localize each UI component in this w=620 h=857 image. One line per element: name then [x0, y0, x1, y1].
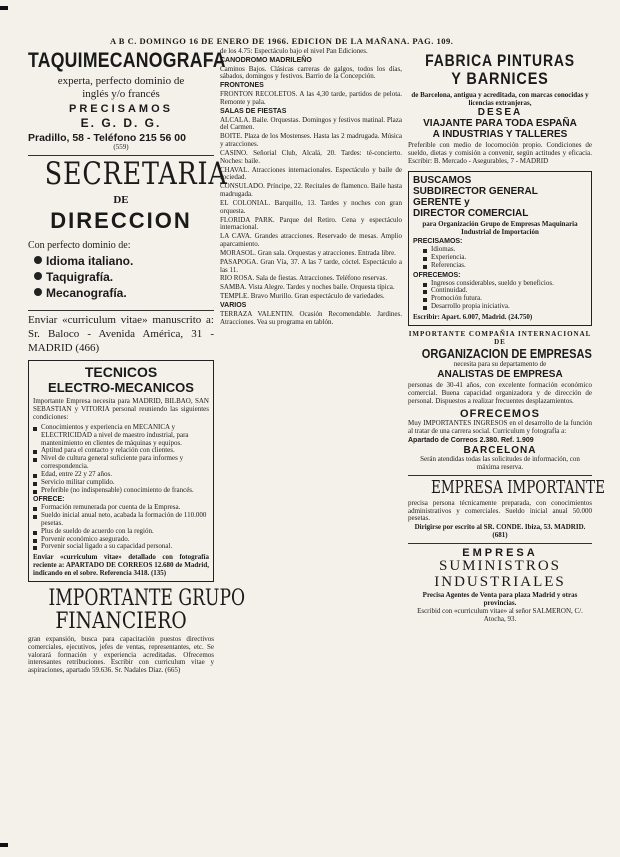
list-item: Porvenir social ligado a su capacidad personal. — [33, 543, 209, 551]
ad-body: Muy IMPORTANTES INGRESOS en el desarrollo de la función al tratar de una carrera social. Curriculum y fotografía a: — [408, 418, 592, 435]
ad-body: gran expansión, busca para capacitación puestos directivos comerciales, ejecutivos, jefes de ventas, representantes, etc. Se valorará formación y experiencia acreditadas. Ofrecemos interesantes retribuciones. Escribir con curriculum vitae y aspiraciones, apartado 59.636. Sr. Nadales Díaz. (665) — [28, 634, 214, 675]
bullet-icon — [33, 531, 37, 535]
list-item: Ingresos considerables, sueldo y beneficios. — [423, 280, 587, 288]
listing-paragraph: MORASOL. Gran sala. Orquestas y atracciones. Entrada libre. — [220, 248, 396, 257]
listing-paragraph: FLORIDA PARK. Parque del Retiro. Cena y espectáculo internacional. — [220, 215, 402, 232]
ad-body: para Organización Grupo de Empresas Maquinaria Industrial de Importación — [422, 219, 578, 236]
section-heading: VARIOS — [220, 301, 247, 309]
registration-mark — [0, 843, 8, 847]
ad-title: ELECTRO-MECANICOS — [48, 380, 194, 396]
bullet-icon — [423, 290, 427, 294]
ad-footer: Serán atendidas todas las solicitudes de información, con máxima reserva. — [420, 455, 580, 472]
listing-paragraph: CONSULADO. Príncipe, 22. Recitales de flamenco. Baile hasta madrugada. — [220, 182, 402, 199]
ad-footer: Enviar «curriculum vitae» detallado con fotografía reciente a: APARTADO DE CORREOS 12.680 de Madrid, indicando en el sobre. Referencia 3418. (135) — [33, 553, 209, 577]
bullet-icon — [33, 546, 37, 550]
ad-heading: OFRECEMOS — [460, 407, 540, 420]
bullet-icon — [423, 257, 427, 261]
bullet-icon — [423, 306, 427, 310]
list-item: Porvenir económico asegurado. — [33, 536, 209, 544]
section-heading: SALAS DE FIESTAS — [220, 107, 287, 115]
listing-paragraph: de los 4.75: Espectáculo bajo el nivel Pan Ediciones. — [220, 47, 368, 55]
page-header: A B C. DOMINGO 16 DE ENERO DE 1966. EDICION DE LA MAÑANA. PAG. 109. — [110, 36, 454, 46]
divider — [408, 475, 592, 476]
bullet-icon — [33, 458, 37, 462]
ad-address: Pradillo, 58 - Teléfono 215 56 00 — [28, 132, 186, 145]
list-item: Edad, entre 22 y 27 años. — [33, 471, 209, 479]
ad-list — [28, 254, 214, 300]
bullet-icon — [34, 288, 42, 296]
ad-heading: DESEA — [477, 107, 523, 119]
bullet-icon — [423, 298, 427, 302]
ad-title: GERENTE y — [413, 196, 470, 208]
listing-paragraph: EL COLONIAL. Barquillo, 13. Tardes y noches con gran orquesta. — [220, 198, 402, 215]
list-item: Continuidad. — [423, 287, 587, 295]
list-item: Idiomas. — [423, 246, 587, 254]
ad-heading: OFRECEMOS: — [413, 271, 461, 279]
list-item: Preferible (no indispensable) conocimiento de francés. — [33, 487, 209, 495]
ad-address: Apartado de Correos 2.380. Ref. 1.909 — [408, 437, 534, 445]
ad-title: Y BARNICES — [451, 68, 549, 88]
ad-title: EMPRESA IMPORTANTE — [431, 476, 605, 498]
ad-title: TECNICOS — [84, 364, 158, 381]
ad-sub: necesita para su departamento de — [453, 360, 547, 369]
ad-grupo-financiero — [28, 585, 246, 675]
listing-paragraph: SAMBA. Vista Alegre. Tardes y noches baile. Orquesta típica. — [220, 283, 395, 292]
ad-title: DE — [113, 194, 129, 207]
ad-title: SUBDIRECTOR GENERAL — [413, 185, 538, 197]
ad-tecnicos — [28, 360, 214, 581]
listing-paragraph: RIO ROSA. Sala de fiestas. Atracciones. Teléfono reservas. — [220, 274, 388, 283]
ad-intro: Con perfecto dominio de: — [28, 240, 131, 252]
list-item: Idioma italiano. — [34, 254, 214, 268]
ad-reference: E. G. D. G. — [80, 116, 162, 131]
ad-title: FABRICA PINTURAS — [425, 51, 575, 70]
ad-body: Precisa Agentes de Venta para plaza Madrid y otras provincias. — [422, 591, 578, 608]
bullet-icon — [423, 265, 427, 269]
ad-title: SECRETARIA — [44, 156, 228, 193]
bullet-icon — [34, 256, 42, 264]
ad-footer: Enviar «curriculum vitae» manuscrito a: Sr. Baloco - Avenida América, 31 - MADRID (466) — [28, 314, 214, 354]
section-heading: CANODROMO MADRILEÑO — [220, 56, 312, 64]
ad-body: Preferible con medio de locomoción propio. Condiciones de sueldo, dietas y comisión a convenir, según actitudes y eficacia. Escribir: B. Mercado - Asegurables, 7 - MADRID — [408, 141, 592, 165]
ad-buscamos — [408, 171, 592, 326]
ad-suministros-industriales — [408, 547, 592, 624]
ad-footer: Escribir: Apart. 6.007, Madrid. (24.750) — [413, 312, 533, 321]
ad-title: VIAJANTE PARA TODA ESPAÑA — [423, 118, 577, 130]
listing-paragraph: CHAVAL. Atracciones internacionales. Espectáculo y baile de sociedad. — [220, 165, 402, 182]
bullet-icon — [33, 515, 37, 519]
divider — [408, 543, 592, 544]
ad-empresa-importante — [408, 476, 605, 540]
ad-title: TAQUIMECANOGRAFA — [28, 49, 226, 72]
listing-paragraph: ALCALA. Baile. Orquestas. Domingos y festivos matinal. Plaza del Carmen. — [220, 115, 402, 132]
ad-organizacion-empresas — [408, 331, 592, 472]
bullet-icon — [33, 490, 37, 494]
ad-title: FINANCIERO — [55, 608, 187, 634]
ad-footer: Escribid con «curriculum vitae» al señor SALMERON, C/. Atocha, 93. — [417, 607, 583, 623]
middle-column-listings — [220, 48, 402, 849]
ad-title: INDUSTRIALES — [434, 573, 566, 590]
ad-title: A INDUSTRIAS Y TALLERES — [432, 129, 568, 141]
ad-title: DIRECTOR COMERCIAL — [413, 207, 529, 219]
requirements-list — [33, 424, 209, 494]
listing-paragraph: PASAPOGA. Gran Vía, 37. A las 7 tarde, cóctel. Espectáculo a las 11. — [220, 257, 402, 274]
registration-mark — [0, 6, 8, 10]
list-item: Sueldo inicial anual neto, acabada la formación de 110.000 pesetas. — [33, 512, 209, 528]
listing-paragraph: FRONTON RECOLETOS. A las 4,30 tarde, partidos de pelota. Remonte y pala. — [220, 90, 402, 106]
ad-secretaria — [28, 156, 228, 355]
ad-title: IMPORTANTE GRUPO — [48, 585, 246, 611]
listing-paragraph: TEMPLE. Bravo Murillo. Gran espectáculo de variedades. — [220, 292, 385, 301]
listing-paragraph: Caminos Bajos. Clásicas carreras de galgos, todos los días, sábados, domingos y festivos. Barrio de la Concepción. — [220, 64, 402, 81]
list-item: Taquigrafía. — [34, 270, 214, 284]
list-item: Promoción futura. — [423, 295, 587, 303]
list-item: Desarrollo propia iniciativa. — [423, 303, 587, 311]
ad-title: ORGANIZACION DE EMPRESAS — [421, 346, 592, 362]
list-item: Experiencia. — [423, 254, 587, 262]
bullet-icon — [423, 283, 427, 287]
bullet-icon — [33, 539, 37, 543]
listing-paragraph: BOITE. Plaza de los Mostenses. Hasta las 2 madrugada. Música y atracciones. — [220, 132, 402, 149]
ad-body: personas de 30-41 años, con excelente formación económico comercial. Buena capacidad organizadora y de dirección de personal. Dispuestos a realizar frecuentes desplazamientos. — [408, 381, 592, 405]
bullet-icon — [33, 474, 37, 478]
offers-list — [33, 504, 209, 551]
bullet-icon — [33, 427, 37, 431]
list-item: Aptitud para el contacto y relación con clientes. — [33, 447, 209, 455]
right-column — [408, 48, 605, 849]
bullet-icon — [33, 482, 37, 486]
ad-city: BARCELONA — [463, 445, 537, 457]
ad-code: (559) — [113, 143, 129, 152]
bullet-icon — [34, 272, 42, 280]
ad-body: Importante Empresa necesita para MADRID, BILBAO, SAN SEBASTIAN y VITORIA personal reuniendo las siguientes condiciones: — [33, 397, 209, 422]
ad-title: DIRECCION — [50, 208, 192, 234]
list-item: Conocimientos y experiencia en MECANICA y ELECTRICIDAD a nivel de maestro industrial, para mantenimiento en clientes de máquinas y equipos. — [33, 424, 209, 447]
ad-kicker: IMPORTANTE COMPAÑIA INTERNACIONAL DE — [408, 329, 592, 346]
ad-taquimecanografa — [28, 49, 226, 152]
list-item: Mecanografía. — [34, 286, 214, 300]
offers-list — [413, 280, 587, 311]
ad-body: de Barcelona, antigua y acreditada, con marcas conocidas y licencias extranjeras, — [411, 90, 589, 107]
listing-paragraph: LA CAVA. Grandes atracciones. Reservado de mesas. Amplio aparcamiento. — [220, 232, 402, 249]
section-heading: FRONTONES — [220, 82, 264, 90]
listing-paragraph: CASINO. Señorial Club, Alcalá, 20. Tardes: té-concierto. Noches: baile. — [220, 148, 402, 165]
ad-body: precisa persona técnicamente preparada, con conocimientos administrativos y comerciales. Sueldo inicial anual 50.000 pesetas. — [408, 498, 592, 523]
list-item: Nivel de cultura general suficiente para informes y correspondencia. — [33, 455, 209, 471]
needs-list — [413, 246, 587, 269]
ad-line: inglés y/o francés — [82, 88, 160, 101]
list-item: Referencias. — [423, 262, 587, 270]
bullet-icon — [33, 507, 37, 511]
list-item: Plus de sueldo de acuerdo con la región. — [33, 528, 209, 536]
ad-heading: OFRECE: — [33, 496, 65, 504]
list-item: Formación remunerada por cuenta de la Empresa. — [33, 504, 209, 512]
ad-title: SUMINISTROS — [438, 557, 562, 574]
bullet-icon — [423, 249, 427, 253]
ad-footer: Dirigirse por escrito al SR. CONDE. Ibiza, 53. MADRID. (681) — [414, 523, 586, 540]
ad-line: experta, perfecto dominio de — [57, 75, 185, 87]
ad-heading: PRECISAMOS: — [413, 238, 463, 246]
ad-title: BUSCAMOS — [413, 174, 472, 186]
divider — [28, 310, 214, 311]
ad-title: ANALISTAS DE EMPRESA — [437, 369, 563, 381]
listing-paragraph: TERRAZA VALENTIN. Ocasión Recomendable. Jardines. Atracciones. Vea su programa en tablón. — [220, 309, 402, 326]
list-item: Servicio militar cumplido. — [33, 479, 209, 487]
bullet-icon — [33, 450, 37, 454]
ad-fabrica-pinturas — [408, 52, 592, 166]
ad-heading: PRECISAMOS — [69, 103, 173, 116]
ad-title: EMPRESA — [462, 546, 538, 559]
